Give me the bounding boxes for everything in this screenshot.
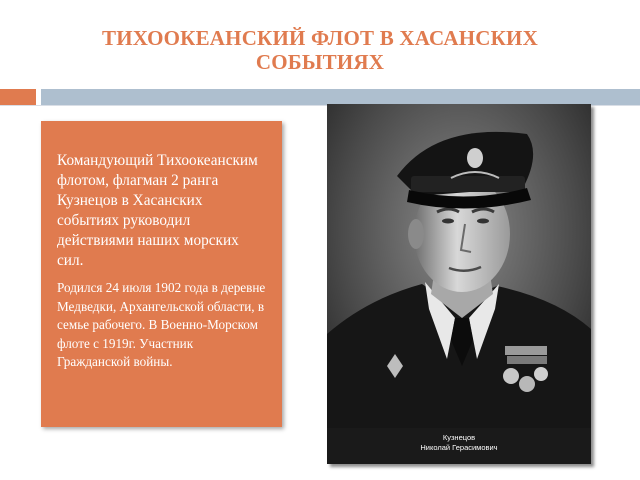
photo-caption-name: Николай Герасимович: [420, 443, 498, 452]
portrait-photo: [327, 104, 591, 464]
slide-title-line-1: ТИХООКЕАНСКИЙ ФЛОТ В ХАСАНСКИХ: [102, 26, 538, 50]
photo-caption-surname: Кузнецов: [442, 433, 476, 442]
bio-paragraph-1: Командующий Тихоокеанским флотом, флагман 2 ранга Кузнецов в Хасанских событиях руководил действиями наших морских сил.: [57, 152, 258, 269]
portrait-image: [327, 104, 591, 464]
bio-paragraph-2: Родился 24 июля 1902 года в деревне Медведки, Архангельской области, в семье рабочего. В Военно-Морском флоте с 1919г. Участник Гражданской войны.: [57, 280, 266, 369]
divider-accent-block: [0, 89, 36, 105]
text-panel: [41, 121, 282, 427]
slide-title: [60, 26, 580, 74]
slide-title-line-2: СОБЫТИЯХ: [255, 50, 385, 74]
divider-band: [41, 89, 640, 105]
